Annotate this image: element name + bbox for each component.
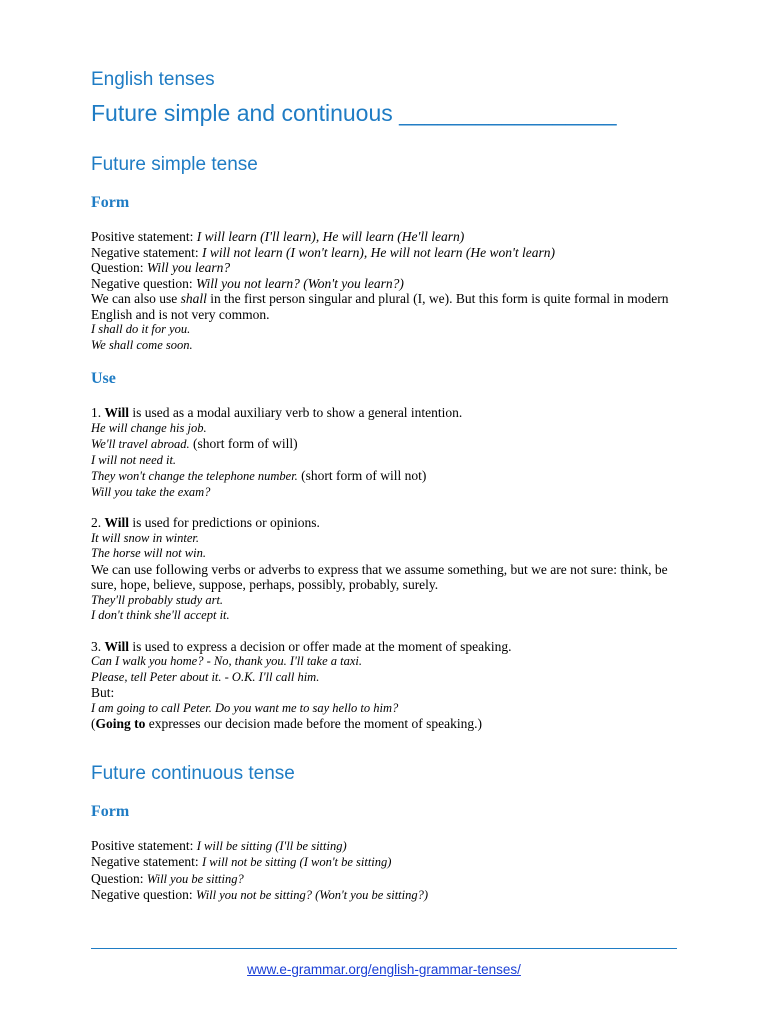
form-row: Negative statement: I will not be sitting (I won't be sitting) [91,854,392,869]
form-row: Question: Will you learn? [91,260,231,275]
use-rule: 3. Will is used to express a decision or offer made at the moment of speaking. [91,638,512,654]
example-sentence: Can I walk you home? - No, thank you. I'll take a taxi. [91,654,363,668]
example-sentence: I will not need it. [91,452,177,467]
example-sentence: They'll probably study art. [91,592,224,607]
document-kicker: English tenses [91,69,215,90]
example-with-note: They won't change the telephone number. (short form of will not) [91,468,427,483]
example-sentence: Will you take the exam? [91,484,211,499]
form-row: Positive statement: I will learn (I'll learn), He will learn (He'll learn) [91,229,465,244]
form-row: Negative statement: I will not learn (I won't learn), He will not learn (He won't learn) [91,244,555,260]
footer-divider [91,948,677,949]
use-item-1 [91,405,691,500]
example-sentence: He will change his job. [91,420,207,435]
subheading-form: Form [91,802,130,820]
example-sentence: I am going to call Peter. Do you want me to say hello to him? [91,700,399,715]
example-sentence: I shall do it for you. [91,322,191,336]
form-row: Positive statement: I will be sitting (I'll be sitting) [91,837,347,853]
document-title: Future simple and continuous _________________ [91,100,617,126]
form-row: Question: Will you be sitting? [91,870,244,886]
going-to-note: (Going to expresses our decision made before the moment of speaking.) [91,716,483,731]
use-rule: 1. Will is used as a modal auxiliary verb to show a general intention. [91,405,463,420]
subheading-use: Use [91,370,116,387]
example-sentence: Please, tell Peter about it. - O.K. I'll call him. [91,669,320,684]
assumption-paragraph: We can use following verbs or adverbs to express that we assume something, but we are not sure: think, be sure, hope, believe, suppose, perhaps, possibly, probably, surely. [91,561,668,592]
but-label: But: [91,685,115,700]
section-heading-future-continuous: Future continuous tense [91,762,295,784]
form-row: Negative question: Will you not learn? (Won't you learn?) [91,275,404,291]
section-heading-future-simple: Future simple tense [91,154,258,175]
document-page [91,64,691,904]
use-item-2 [91,515,691,624]
example-with-note: We'll travel abroad. (short form of will) [91,436,298,451]
example-sentence: It will snow in winter. [91,530,200,545]
form-list [91,838,691,904]
footer-link[interactable]: www.e-grammar.org/english-grammar-tenses/ [247,962,521,977]
example-sentence: The horse will not win. [91,546,206,560]
shall-paragraph: We can also use shall in the first person singular and plural (I, we). But this form is quite formal in modern English and is not very common. [91,291,669,322]
footer [0,962,768,977]
use-item-3 [91,639,691,732]
form-list [91,229,691,353]
example-sentence: I don't think she'll accept it. [91,608,230,622]
example-sentence: We shall come soon. [91,337,193,352]
subheading-form: Form [91,194,130,211]
use-rule: 2. Will is used for predictions or opinions. [91,515,320,530]
form-row: Negative question: Will you not be sitting? (Won't you be sitting?) [91,887,429,902]
